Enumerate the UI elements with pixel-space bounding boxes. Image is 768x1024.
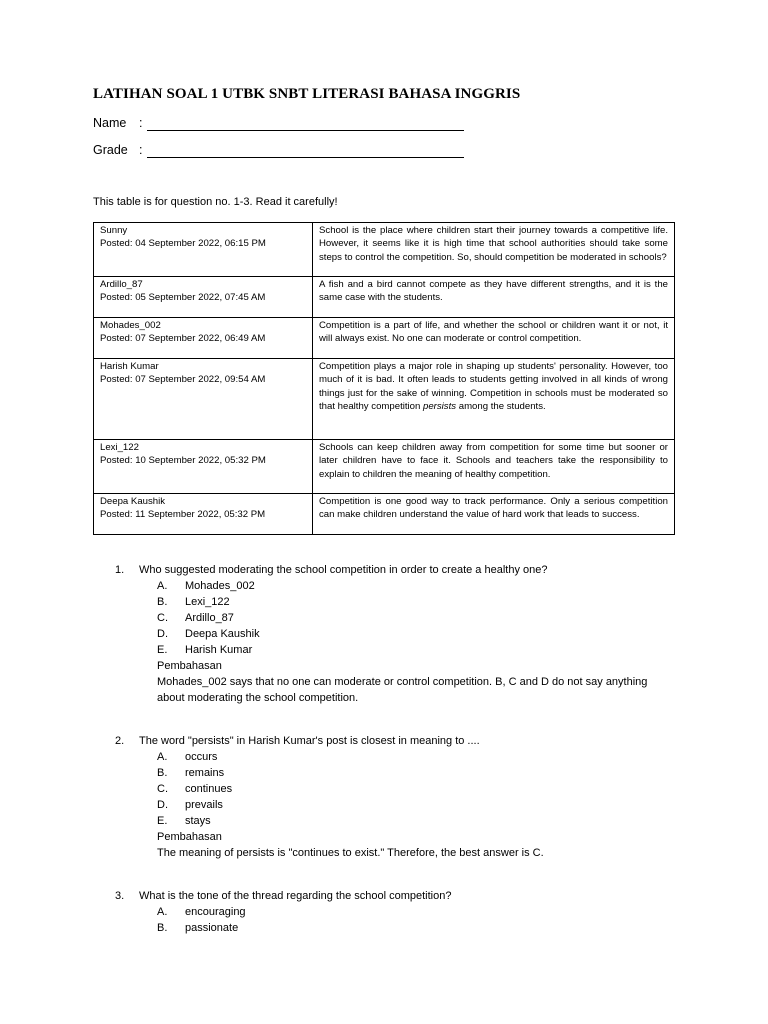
post-message: Competition is one good way to track performance. Only a serious competition can make children understand the value of hard work that leads to success. bbox=[313, 494, 675, 535]
post-author-cell bbox=[94, 277, 313, 318]
question-number: 1. bbox=[115, 564, 125, 576]
questions-list bbox=[115, 562, 675, 963]
table-row bbox=[94, 440, 675, 494]
persists-word: persists bbox=[423, 400, 457, 412]
question-text: 3. What is the tone of the thread regarding the school competition? bbox=[115, 890, 452, 902]
answer-option-d: D. Deepa Kaushik bbox=[157, 628, 260, 640]
answer-option-d: D. prevails bbox=[157, 799, 223, 811]
post-date: Posted: 10 September 2022, 05:32 PM bbox=[100, 455, 266, 467]
discussion-text: Mohades_002 says that no one can moderate or control competition. B, C and D do not say anything about moderating the school competition. bbox=[157, 676, 648, 704]
post-date: Posted: 11 September 2022, 05:32 PM bbox=[100, 509, 266, 521]
answer-option-a: A. Mohades_002 bbox=[157, 580, 255, 592]
table-row bbox=[94, 223, 675, 277]
grade-label: Grade bbox=[93, 143, 128, 157]
post-message: A fish and a bird cannot compete as they have different strengths, and it is the same case with the students. bbox=[313, 277, 675, 318]
question-text: 2. The word "persists" in Harish Kumar's post is closest in meaning to .... bbox=[115, 735, 480, 747]
post-author: Ardillo_87 bbox=[100, 279, 143, 290]
table-row bbox=[94, 494, 675, 535]
answer-option-b: B. Lexi_122 bbox=[157, 596, 230, 608]
answer-option-e: E. stays bbox=[157, 815, 211, 827]
grade-colon: : bbox=[139, 143, 143, 157]
post-message: School is the place where children start their journey towards a competitive life. However, it seems like it is high time that school authorities should take some steps to control the competition. So, should competition be moderated in schools? bbox=[313, 223, 675, 277]
table-row bbox=[94, 359, 675, 440]
post-author-cell bbox=[94, 223, 313, 277]
post-author: Harish Kumar bbox=[100, 361, 159, 372]
post-date: Posted: 04 September 2022, 06:15 PM bbox=[100, 238, 266, 250]
question-number: 2. bbox=[115, 735, 125, 747]
name-colon: : bbox=[139, 116, 143, 130]
grade-blank-line bbox=[147, 157, 464, 158]
post-date: Posted: 07 September 2022, 09:54 AM bbox=[100, 374, 266, 386]
post-author: Lexi_122 bbox=[100, 442, 139, 453]
post-author-cell bbox=[94, 494, 313, 535]
post-author-cell bbox=[94, 318, 313, 359]
question-number: 3. bbox=[115, 890, 125, 902]
name-label: Name bbox=[93, 116, 127, 130]
post-author-cell bbox=[94, 359, 313, 440]
answer-option-c: C. Ardillo_87 bbox=[157, 612, 234, 624]
post-author-cell bbox=[94, 440, 313, 494]
answer-option-b: B. remains bbox=[157, 767, 225, 779]
answer-option-a: A. occurs bbox=[157, 751, 218, 763]
post-date: Posted: 05 September 2022, 07:45 AM bbox=[100, 292, 266, 304]
table-intro: This table is for question no. 1-3. Read it carefully! bbox=[93, 196, 338, 208]
answer-option-e: E. Harish Kumar bbox=[157, 644, 253, 656]
post-author: Mohades_002 bbox=[100, 320, 161, 331]
question-1 bbox=[115, 562, 675, 706]
discussion-text: The meaning of persists is "continues to exist." Therefore, the best answer is C. bbox=[157, 847, 544, 859]
answer-option-c: C. continues bbox=[157, 783, 233, 795]
posts-table bbox=[93, 222, 675, 535]
name-blank-line bbox=[147, 130, 464, 131]
post-message: Competition is a part of life, and whether the school or children want it or not, it will always exist. No one can moderate or control competition. bbox=[313, 318, 675, 359]
table-row bbox=[94, 318, 675, 359]
grade-field bbox=[93, 143, 147, 157]
answer-option-a: A. encouraging bbox=[157, 906, 246, 918]
post-author: Deepa Kaushik bbox=[100, 496, 166, 507]
question-3 bbox=[115, 888, 675, 936]
page-title: LATIHAN SOAL 1 UTBK SNBT LITERASI BAHASA INGGRIS bbox=[93, 86, 521, 102]
discussion-label: Pembahasan bbox=[157, 660, 222, 672]
post-date: Posted: 07 September 2022, 06:49 AM bbox=[100, 333, 266, 345]
answer-option-b: B. passionate bbox=[157, 922, 239, 934]
post-message: Schools can keep children away from competition for some time but sooner or later children have to face it. Schools and teachers take the responsibility to explain to children the meaning of healthy competition. bbox=[313, 440, 675, 494]
discussion-label: Pembahasan bbox=[157, 831, 222, 843]
post-message: Competition plays a major role in shaping up students' personality. However, too much of it is bad. It often leads to students getting involved in all kinds of wrong things just for the sake of winning. Competition in schools must be moderated so that healthy competition persists among the students. bbox=[313, 359, 675, 440]
question-text: 1. Who suggested moderating the school competition in order to create a healthy one? bbox=[115, 564, 548, 576]
table-row bbox=[94, 277, 675, 318]
name-field bbox=[93, 116, 147, 130]
post-author: Sunny bbox=[100, 225, 128, 236]
question-2 bbox=[115, 733, 675, 861]
